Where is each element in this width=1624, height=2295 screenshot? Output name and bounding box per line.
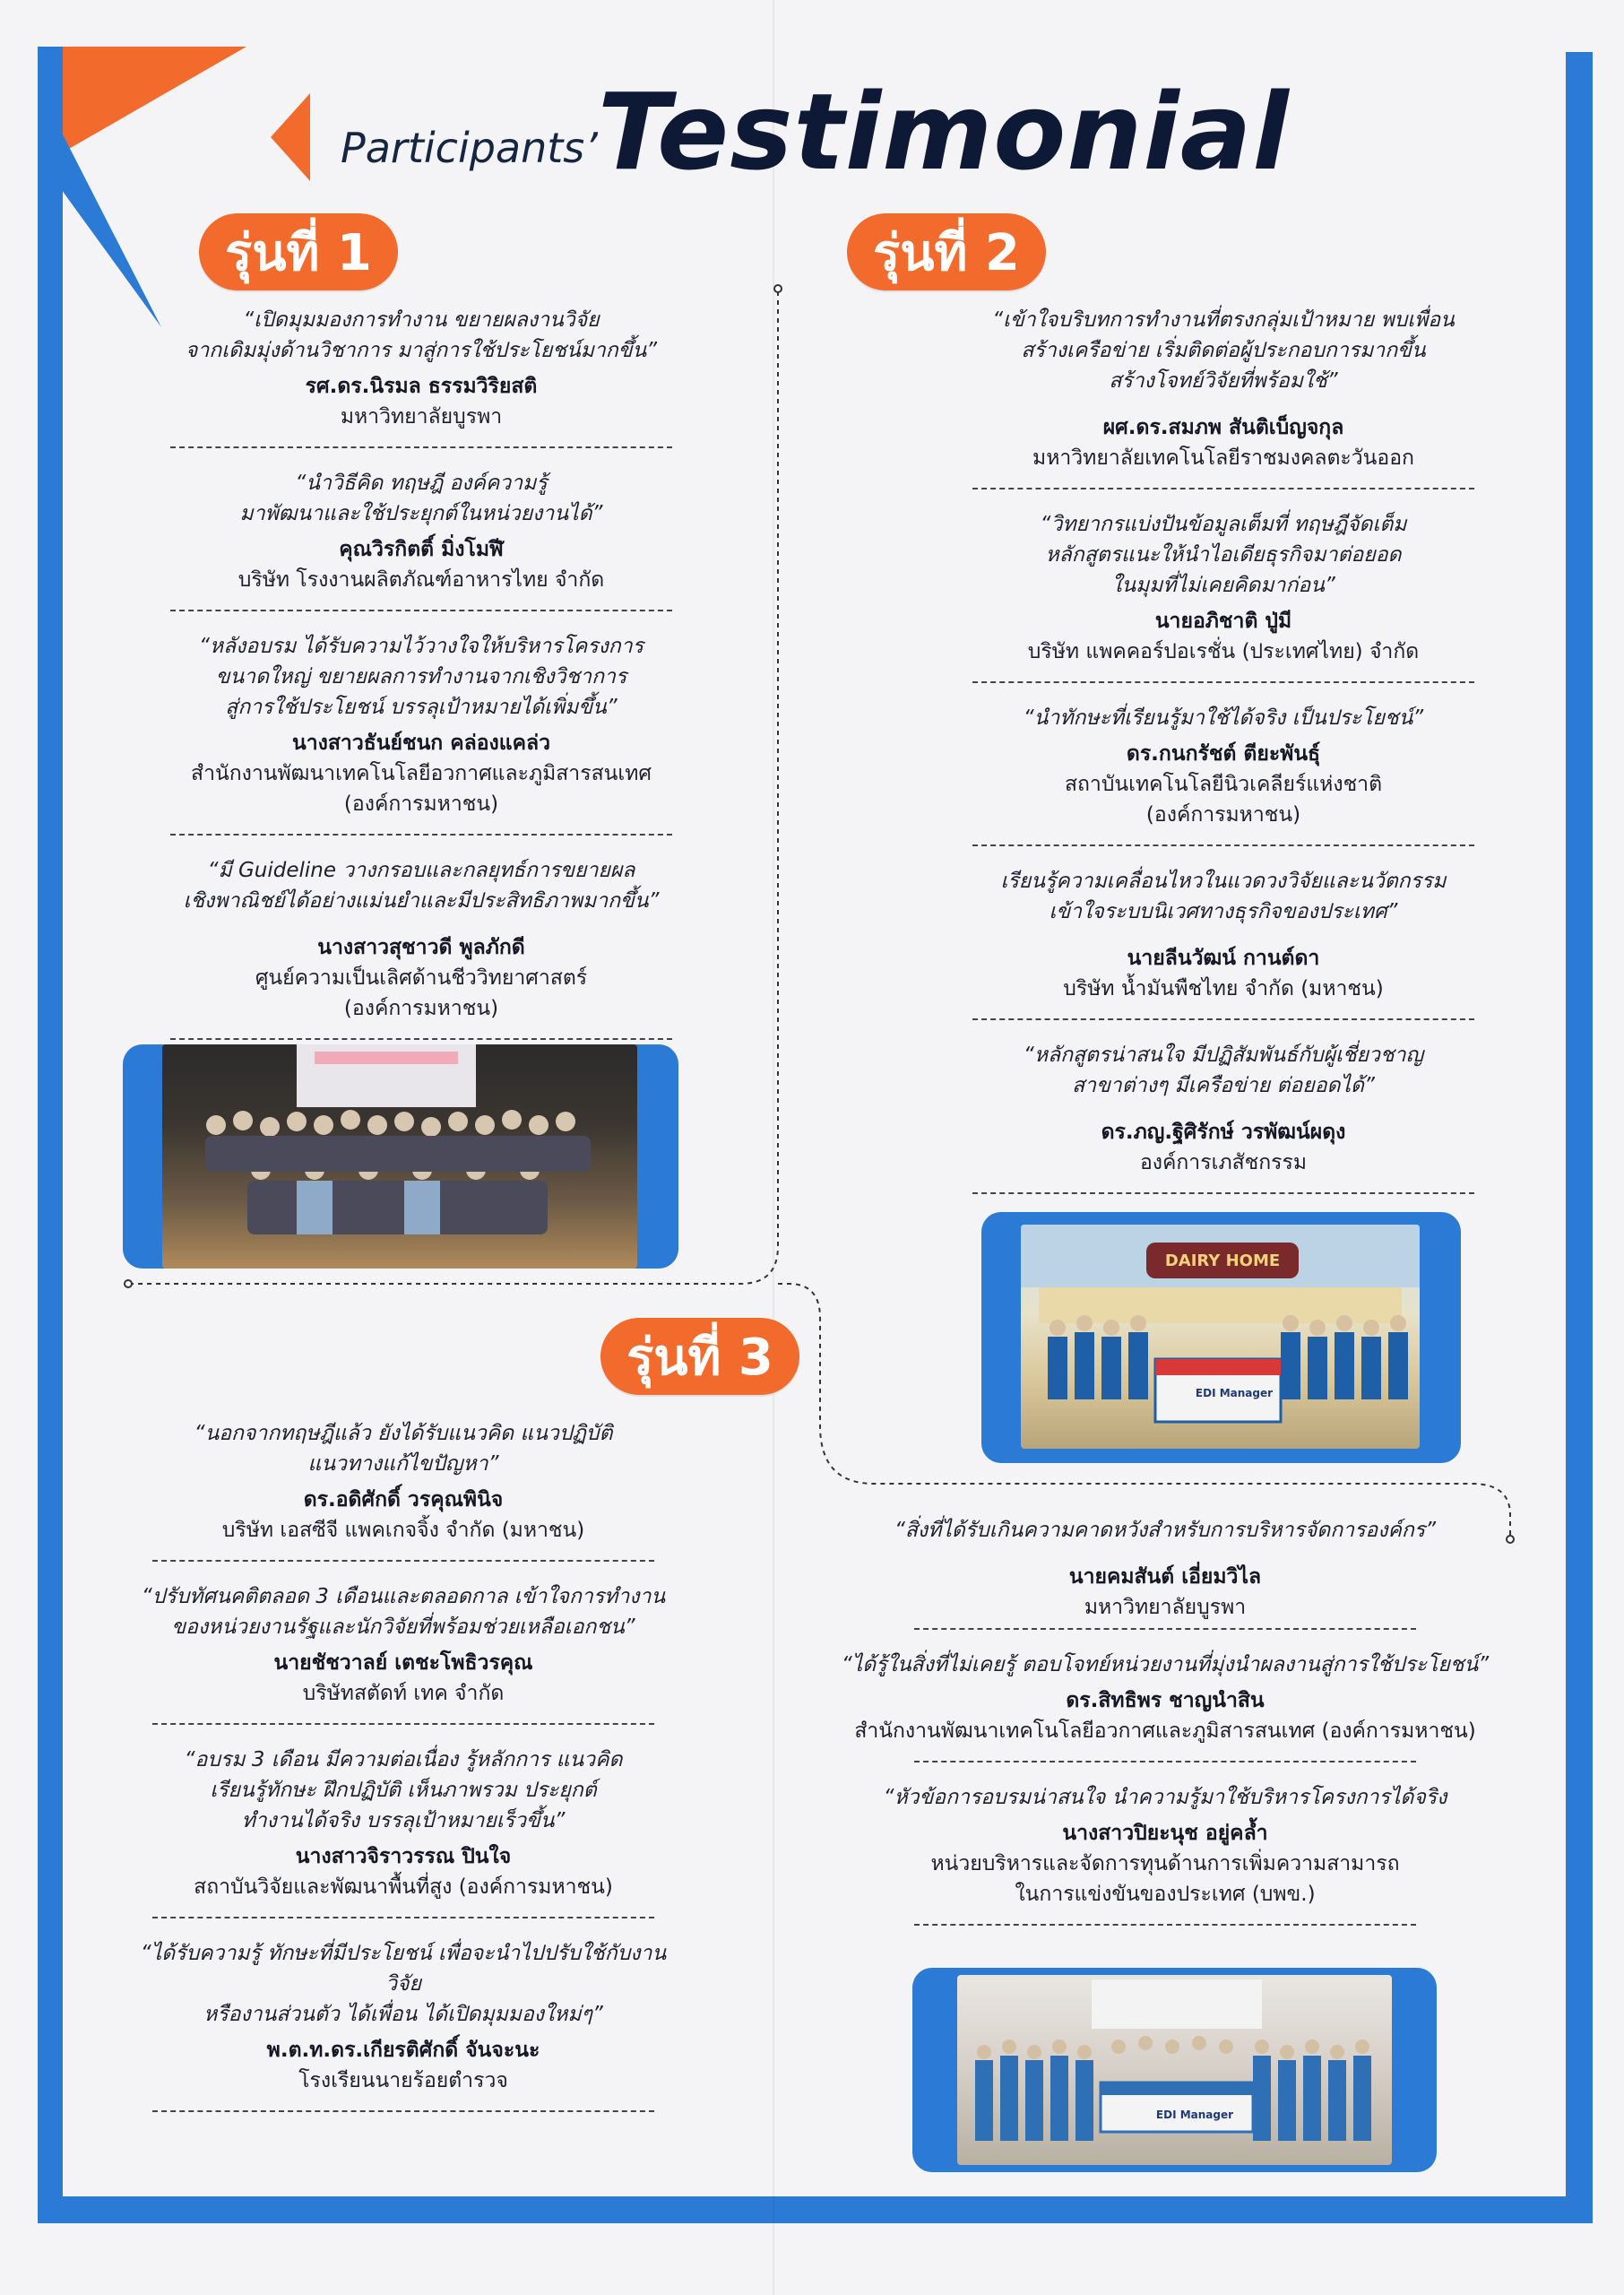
gen3-testimonials-left [125, 1418, 681, 2132]
person-name: นางสาวจิราวรรณ ปินใจ [295, 1845, 512, 1868]
quote-text: “หลังอบรม ได้รับความไว้วางใจให้บริหารโครงการ ขนาดใหญ่ ขยายผลการทำงานจากเชิงวิชาการ สู่การใช้ประโยชน์ บรรลุเป้าหมายได้เพิ่มขึ้น” [198, 635, 644, 719]
testimonial-item [143, 468, 699, 595]
separator [170, 834, 672, 836]
title-big-text: Testimonial [597, 70, 1290, 194]
testimonial-item [919, 703, 1528, 830]
separator [170, 610, 672, 611]
separator [972, 844, 1474, 846]
photo2-sign-text: DAIRY HOME [1164, 1251, 1281, 1270]
quote-text: เรียนรู้ความเคลื่อนไหวในแวดวงวิจัยและนวัตกรรม เข้าใจระบบนิเวศทางธุรกิจของประเทศ” [1000, 870, 1447, 923]
person-name: ดร.กนกรัชต์ ตียะพันธุ์ [1126, 742, 1321, 766]
quote-text: “นำทักษะที่เรียนรู้มาใช้ได้จริง เป็นประโยชน์” [1023, 706, 1424, 730]
organization: มหาวิทยาลัยเทคโนโลยีราชมงคลตะวันออก [1032, 446, 1414, 470]
separator [972, 1192, 1474, 1194]
title-small-text: Participants’ [341, 124, 598, 172]
separator [152, 1560, 654, 1562]
separator [914, 1628, 1416, 1630]
testimonial-item [919, 866, 1528, 1004]
quote-text: “นำวิธีคิด ทฤษฎี องค์ความรู้ มาพัฒนาและใช้ประยุกต์ในหน่วยงานได้” [239, 472, 603, 525]
quote-text: “ได้รับความรู้ ทักษะที่มีประโยชน์ เพื่อจะนำไปปรับใช้กับงานวิจัย หรืองานส่วนตัว ได้เพื่อน ได้เปิดมุมมองใหม่ๆ” [140, 1942, 667, 2026]
person-name: คุณวิรกิตติ์ มิ่งโมฬี [339, 538, 504, 561]
person-name: นายคมสันต์ เอี่ยมวิไล [1068, 1565, 1262, 1589]
separator [972, 488, 1474, 489]
gen2-label: รุ่นที่ 2 [847, 213, 1046, 290]
quote-text: “ได้รู้ในสิ่งที่ไม่เคยรู้ ตอบโจทย์หน่วยงานที่มุ่งนำผลงานสู่การใช้ประโยชน์” [841, 1653, 1490, 1676]
person-name: นางสาวสุชาวดี พูลภักดี [317, 936, 525, 959]
quote-text: “มี Guideline วางกรอบและกลยุทธ์การขยายผล เชิงพาณิชย์ได้อย่างแม่นยำและมีประสิทธิภาพมากขึ้น” [183, 859, 660, 913]
organization: สำนักงานพัฒนาเทคโนโลยีอวกาศและภูมิสารสนเทศ (องค์การมหาชน) [191, 762, 652, 816]
person-name: ผศ.ดร.สมภพ สันติเบ็ญจกุล [1102, 416, 1344, 439]
person-name: นายอภิชาติ ปู่มี [1154, 610, 1292, 633]
separator [152, 1917, 654, 1918]
separator [170, 1038, 672, 1040]
separator [152, 1723, 654, 1725]
testimonial-item [125, 1938, 681, 2096]
testimonial-item [125, 1418, 681, 1546]
organization: สถาบันวิจัยและพัฒนาพื้นที่สูง (องค์การมหาชน) [194, 1875, 613, 1899]
organization: โรงเรียนนายร้อยตำรวจ [298, 2069, 508, 2092]
testimonial-item [811, 1782, 1519, 1910]
photo-illustration [1021, 1225, 1420, 1449]
person-name: ดร.อดิศักดิ์ วรคุณพินิจ [303, 1488, 504, 1511]
organization: สำนักงานพัฒนาเทคโนโลยีอวกาศและภูมิสารสนเทศ (องค์การมหาชน) [854, 1719, 1476, 1743]
photo-illustration [957, 1975, 1392, 2165]
person-name: นายลีนวัฒน์ กานต์ดา [1127, 947, 1320, 970]
quote-text: “สิ่งที่ได้รับเกินความคาดหวังสำหรับการบริหารจัดการองค์กร” [894, 1519, 1437, 1542]
organization: บริษัทสตัดท์ เทค จำกัด [302, 1682, 505, 1705]
organization: บริษัท น้ำมันพืชไทย จำกัด (มหาชน) [1063, 977, 1384, 1000]
separator [170, 446, 672, 448]
organization: สถาบันเทคโนโลยีนิวเคลียร์แห่งชาติ (องค์การมหาชน) [1064, 773, 1383, 827]
gen2-testimonials [919, 305, 1528, 1214]
organization: บริษัท เอสซีจี แพคเกจจิ้ง จำกัด (มหาชน) [221, 1519, 585, 1542]
separator [914, 1761, 1416, 1762]
testimonial-item [143, 305, 699, 432]
separator [972, 1018, 1474, 1020]
quote-text: “วิทยากรแบ่งปันข้อมูลเต็มที่ ทฤษฎีจัดเต็ม หลักสูตรแนะให้นำไอเดียธุรกิจมาต่อยอด ในมุมที่ไม่เคยคิดมาก่อน” [1040, 513, 1407, 597]
separator [914, 1924, 1416, 1926]
quote-text: “อบรม 3 เดือน มีความต่อเนื่อง รู้หลักการ แนวคิด เรียนรู้ทักษะ ฝึกปฏิบัติ เห็นภาพรวม ประยุกต์ ทำงานได้จริง บรรลุเป้าหมายเร็วขึ้น” [184, 1748, 623, 1832]
testimonial-item [811, 1650, 1519, 1746]
gen1-group-photo [123, 1044, 678, 1269]
person-name: ดร.สิทธิพร ชาญนำสิน [1066, 1689, 1265, 1712]
quote-text: “ปรับทัศนคติตลอด 3 เดือนและตลอดกาล เข้าใจการทำงาน ของหน่วยงานรัฐและนักวิจัยที่พร้อมช่วยเหลือเอกชน” [141, 1585, 666, 1639]
organization: มหาวิทยาลัยบูรพา [1084, 1596, 1247, 1619]
gen1-label: รุ่นที่ 1 [199, 213, 398, 290]
photo-illustration [162, 1044, 637, 1269]
organization: มหาวิทยาลัยบูรพา [340, 405, 503, 429]
testimonial-item [919, 305, 1528, 473]
quote-text: “เปิดมุมมองการทำงาน ขยายผลงานวิจัย จากเดิมมุ่งด้านวิชาการ มาสู่การใช้ประโยชน์มากขึ้น” [185, 308, 658, 362]
gen3-group-photo [912, 1968, 1437, 2172]
testimonial-item [143, 631, 699, 819]
testimonial-item [811, 1515, 1519, 1623]
separator [152, 2110, 654, 2112]
organization: หน่วยบริหารและจัดการทุนด้านการเพิ่มความสามารถ ในการแข่งขันของประเทศ (บพข.) [930, 1852, 1400, 1906]
testimonial-item [125, 1581, 681, 1709]
organization: ศูนย์ความเป็นเลิศด้านชีววิทยาศาสตร์ (องค์การมหาชน) [255, 966, 588, 1020]
testimonial-item [919, 1040, 1528, 1178]
photo2-banner-text: EDI Manager [1195, 1387, 1274, 1399]
testimonial-item [143, 855, 699, 1024]
organization: บริษัท แพคคอร์ปอเรชั่น (ประเทศไทย) จำกัด [1027, 640, 1420, 663]
person-name: พ.ต.ท.ดร.เกียรติศักดิ์ จันจะนะ [266, 2039, 540, 2062]
person-name: ดร.ภญ.ฐิศิรักษ์ วรพัฒน์ผดุง [1101, 1121, 1346, 1144]
person-name: นางสาวปิยะนุช อยู่คล้ำ [1062, 1822, 1268, 1845]
quote-text: “หลักสูตรน่าสนใจ มีปฏิสัมพันธ์กับผู้เชี่ยวชาญ สาขาต่างๆ มีเครือข่าย ต่อยอดได้” [1023, 1044, 1424, 1097]
organization: บริษัท โรงงานผลิตภัณฑ์อาหารไทย จำกัด [238, 568, 605, 592]
testimonial-item [125, 1745, 681, 1902]
gen1-testimonials [143, 305, 699, 1060]
testimonial-item [919, 509, 1528, 667]
gen3-label: รุ่นที่ 3 [600, 1318, 799, 1395]
gen3-testimonials-right [811, 1515, 1519, 1945]
photo3-banner-text: EDI Manager [1155, 2109, 1234, 2121]
person-name: นางสาวธันย์ชนก คล่องแคล่ว [292, 732, 550, 755]
gen2-group-photo [981, 1212, 1461, 1463]
quote-text: “หัวข้อการอบรมน่าสนใจ นำความรู้มาใช้บริหารโครงการได้จริง [883, 1786, 1447, 1809]
quote-text: “เข้าใจบริบทการทำงานที่ตรงกลุ่มเป้าหมาย พบเพื่อน สร้างเครือข่าย เริ่มติดต่อผู้ประกอบการมากขึ้น สร้างโจทย์วิจัยที่พร้อมใช้” [992, 308, 1455, 393]
separator [972, 681, 1474, 683]
person-name: รศ.ดร.นิรมล ธรรมวิริยสติ [305, 375, 538, 398]
quote-text: “นอกจากทฤษฎีแล้ว ยังได้รับแนวคิด แนวปฏิบัติ แนวทางแก้ไขปัญหา” [194, 1422, 613, 1476]
person-name: นายชัชวาลย์ เตชะโพธิวรคุณ [273, 1651, 533, 1675]
organization: องค์การเภสัชกรรม [1139, 1151, 1308, 1174]
